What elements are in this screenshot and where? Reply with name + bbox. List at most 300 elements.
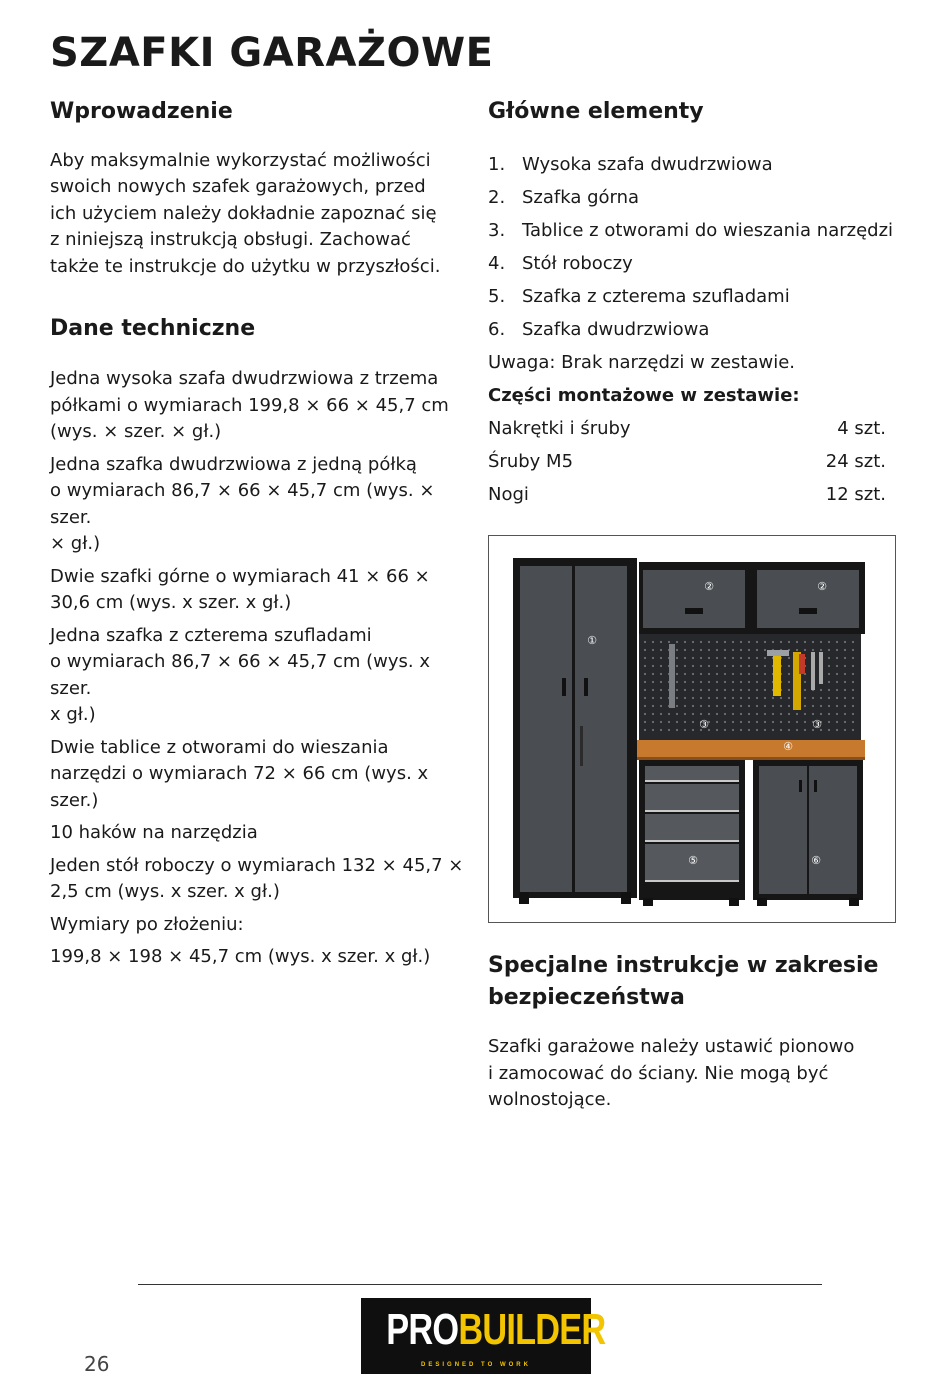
pegboard-hole (828, 641, 830, 643)
drawer (645, 784, 739, 810)
pegboard-hole (764, 705, 766, 707)
safety-line: i zamocować do ściany. Nie mogą być (488, 1062, 829, 1084)
tech-section (50, 313, 465, 970)
pegboard-hole (700, 665, 702, 667)
spec-line: × gł.) (50, 533, 101, 555)
pegboard-hole (764, 657, 766, 659)
pegboard-hole (804, 705, 806, 707)
pegboard-hole (684, 697, 686, 699)
callout-2: ② (817, 580, 827, 593)
pegboard-hole (788, 721, 790, 723)
pegboard-hole (644, 713, 646, 715)
pegboard-hole (708, 649, 710, 651)
upper-cabinet-left (643, 570, 745, 628)
pegboard-hole (716, 681, 718, 683)
pegboard-hole (836, 649, 838, 651)
pegboard-hole (700, 657, 702, 659)
list-label: Szafka górna (522, 186, 640, 208)
pegboard-hole (764, 641, 766, 643)
safety-line: Szafki garażowe należy ustawić pionowo (488, 1036, 855, 1057)
intro-line: także te instrukcje do użytku w przyszłości. (50, 255, 441, 277)
pegboard-hole (724, 641, 726, 643)
safety-line: wolnostojące. (488, 1089, 612, 1110)
pegboard-hole (740, 657, 742, 659)
page-number: 26 (84, 1352, 110, 1376)
pegboard-hole (852, 697, 854, 699)
pegboard-hole (668, 729, 670, 731)
pegboard-hole (788, 673, 790, 675)
intro-line: swoich nowych szafek garażowych, przed (50, 176, 426, 198)
intro-text (50, 148, 465, 281)
pegboard-hole (756, 649, 758, 651)
pegboard-hole (828, 681, 830, 683)
pegboard-hole (732, 657, 734, 659)
pegboard-hole (716, 713, 718, 715)
drawer-handle (645, 840, 739, 842)
pegboard-hole (844, 657, 846, 659)
pegboard-hole (804, 729, 806, 731)
elements-list (488, 148, 898, 346)
callout-3: ③ (812, 718, 822, 731)
pegboard-hole (724, 665, 726, 667)
pegboard-hole (788, 729, 790, 731)
drawer-handle (645, 880, 739, 882)
pegboard-hole (836, 705, 838, 707)
pegboard-hole (652, 705, 654, 707)
spec-line: x gł.) (50, 704, 96, 726)
pegboard-hole (852, 689, 854, 691)
pegboard-hole (788, 641, 790, 643)
pegboard-hole (788, 681, 790, 683)
pegboard-hole (708, 673, 710, 675)
pegboard-hole (852, 649, 854, 651)
cabinet-foot (849, 898, 859, 906)
list-label: Wysoka szafa dwudrzwiowa (522, 153, 773, 175)
pegboard-hole (732, 649, 734, 651)
pegboard-hole (652, 729, 654, 731)
pegboard-hole (804, 649, 806, 651)
spec-item (50, 944, 465, 971)
pegboard-hole (732, 689, 734, 691)
pegboard-hole (764, 673, 766, 675)
logo-wordmark (386, 1304, 606, 1356)
spec-line: Dwie szafki górne o wymiarach 41 × 66 × (50, 565, 430, 587)
logo-pro: PRO (386, 1305, 459, 1354)
pegboard-hole (692, 641, 694, 643)
pegboard-hole (764, 721, 766, 723)
pegboard-hole (748, 697, 750, 699)
spec-line: szer.) (50, 789, 99, 811)
pegboard-hole (844, 697, 846, 699)
pegboard-hole (748, 729, 750, 731)
pegboard-hole (676, 721, 678, 723)
list-number: 6. (488, 318, 506, 340)
intro-heading: Wprowadzenie (50, 99, 233, 124)
pegboard-hole (660, 673, 662, 675)
pegboard-hole (780, 721, 782, 723)
pegboard-hole (692, 697, 694, 699)
pegboard-hole (820, 641, 822, 643)
pegboard-hole (644, 729, 646, 731)
pegboard-hole (772, 641, 774, 643)
upper-handle (799, 608, 817, 614)
pegboard-hole (724, 649, 726, 651)
drawer-cabinet (639, 760, 745, 906)
pegboard-hole (660, 681, 662, 683)
logo-tagline: DESIGNED TO WORK (421, 1362, 531, 1368)
pegboard-hole (700, 641, 702, 643)
pegboard-hole (732, 641, 734, 643)
pegboard-hole (812, 705, 814, 707)
pegboard-hole (732, 665, 734, 667)
list-item (488, 148, 898, 181)
pegboard-hole (780, 641, 782, 643)
pegboard-hole (748, 681, 750, 683)
pegboard-hole (796, 721, 798, 723)
page-title: SZAFKI GARAŻOWE (50, 30, 494, 76)
pegboard-hole (828, 729, 830, 731)
pegboard-hole (684, 705, 686, 707)
pegboard-hole (716, 721, 718, 723)
pegboard-hole (852, 721, 854, 723)
pegboard-hole (668, 721, 670, 723)
pegboard-hole (836, 657, 838, 659)
part-name: Nogi (488, 483, 529, 505)
list-item (488, 313, 898, 346)
list-item (488, 181, 898, 214)
pegboard-hole (836, 673, 838, 675)
cabinet-illustration (489, 536, 895, 922)
pegboard-hole (700, 713, 702, 715)
pegboard-hole (652, 713, 654, 715)
pegboard-hole (852, 681, 854, 683)
pegboard-hole (708, 665, 710, 667)
callout-3: ③ (699, 718, 709, 731)
pegboard-hole (764, 681, 766, 683)
pegboard-hole (732, 681, 734, 683)
pegboard-hole (716, 657, 718, 659)
safety-text (488, 1034, 898, 1114)
pegboard-hole (644, 665, 646, 667)
pegboard-hole (660, 665, 662, 667)
spec-line: Jedna szafka dwudrzwiowa z jedną półką (50, 453, 417, 475)
intro-line: Aby maksymalnie wykorzystać możliwości (50, 149, 431, 171)
tool-level (773, 652, 781, 696)
pegboard-hole (844, 641, 846, 643)
pegboard-hole (692, 721, 694, 723)
door-handle (562, 678, 566, 696)
pegboard-hole (804, 713, 806, 715)
pegboard-hole (708, 689, 710, 691)
part-qty: 24 szt. (825, 450, 886, 472)
part-name: Śruby M5 (488, 450, 574, 472)
pegboard-hole (724, 721, 726, 723)
pegboard-hole (844, 689, 846, 691)
intro-line: ich użyciem należy dokładnie zapoznać się (50, 202, 437, 224)
pegboard-hole (644, 641, 646, 643)
pegboard-hole (788, 713, 790, 715)
pegboard-hole (836, 713, 838, 715)
pegboard-hole (700, 697, 702, 699)
pegboard-hole (764, 649, 766, 651)
pegboard-hole (684, 673, 686, 675)
pegboard-hole (684, 649, 686, 651)
pegboard-hole (724, 689, 726, 691)
spec-line: 30,6 cm (wys. x szer. x gł.) (50, 592, 292, 614)
pegboard-hole (764, 729, 766, 731)
pegboard-hole (804, 641, 806, 643)
pegboard-hole (652, 689, 654, 691)
pegboard-hole (644, 673, 646, 675)
pegboard-hole (836, 665, 838, 667)
pegboard-hole (756, 673, 758, 675)
pegboard-hole (756, 697, 758, 699)
pegboard-hole (820, 705, 822, 707)
spec-item (50, 820, 465, 847)
pegboard-hole (716, 665, 718, 667)
pegboard-hole (716, 729, 718, 731)
pegboard-hole (716, 641, 718, 643)
pegboard-hole (828, 665, 830, 667)
pegboard-hole (748, 665, 750, 667)
spec-line: 10 haków na narzędzia (50, 822, 258, 844)
pegboard-hole (804, 697, 806, 699)
intro-line: z niniejszą instrukcją obsługi. Zachować (50, 229, 411, 251)
callout-6: ⑥ (811, 854, 821, 867)
pegboard-hole (796, 713, 798, 715)
pegboard-hole (660, 689, 662, 691)
pegboard-hole (804, 721, 806, 723)
tall-cabinet-door-left (520, 566, 572, 892)
pegboard-hole (748, 713, 750, 715)
spec-line: Jeden stół roboczy o wymiarach 132 × 45,7 × (50, 854, 464, 876)
pegboard-hole (852, 713, 854, 715)
pegboard-hole (740, 681, 742, 683)
part-qty: 4 szt. (837, 417, 886, 439)
pegboard-hole (700, 649, 702, 651)
list-number: 1. (488, 153, 506, 175)
list-number: 2. (488, 186, 506, 208)
pegboard-hole (756, 705, 758, 707)
callout-4: ④ (783, 740, 793, 753)
pegboard-hole (788, 657, 790, 659)
pegboard-hole (836, 689, 838, 691)
pegboard-hole (836, 721, 838, 723)
pegboard-hole (724, 705, 726, 707)
pegboard-hole (716, 689, 718, 691)
tech-heading: Dane techniczne (50, 316, 256, 342)
pegboard-hole (692, 657, 694, 659)
pegboard-hole (692, 729, 694, 731)
pegboard-hole (684, 689, 686, 691)
pegboard-hole (684, 665, 686, 667)
pegboard-hole (692, 649, 694, 651)
list-label: Szafka z czterema szufladami (522, 285, 790, 307)
left-column (50, 96, 465, 977)
pegboard-hole (740, 729, 742, 731)
pegboard-hole (708, 641, 710, 643)
pegboard-hole (820, 697, 822, 699)
list-item (488, 214, 898, 247)
pegboard-hole (724, 713, 726, 715)
pegboard-hole (676, 689, 678, 691)
pegboard-hole (852, 705, 854, 707)
spec-line: narzędzi o wymiarach 72 × 66 cm (wys. x (50, 763, 429, 785)
pegboard-hole (772, 697, 774, 699)
probuilder-logo (361, 1298, 606, 1374)
cabinet-foot (643, 898, 653, 906)
pegboard-hole (812, 641, 814, 643)
pegboard-hole (756, 729, 758, 731)
pegboard-hole (652, 657, 654, 659)
pegboard-hole (844, 729, 846, 731)
drawer (645, 814, 739, 840)
pegboard-hole (708, 697, 710, 699)
pegboard-hole (788, 697, 790, 699)
upper-handle (685, 608, 703, 614)
pegboard-hole (740, 673, 742, 675)
upper-cabinet-right (757, 570, 859, 628)
pegboard-hole (764, 713, 766, 715)
pegboard-hole (852, 665, 854, 667)
tool-hammer (767, 650, 789, 656)
parts-row (488, 412, 886, 445)
pegboard-hole (740, 705, 742, 707)
list-number: 4. (488, 252, 506, 274)
pegboard-hole (828, 697, 830, 699)
pegboard-hole (724, 697, 726, 699)
pegboard-hole (740, 641, 742, 643)
pegboard-hole (708, 713, 710, 715)
pegboard-hole (788, 665, 790, 667)
pegboard-hole (828, 673, 830, 675)
pegboard-hole (828, 657, 830, 659)
pegboard-hole (660, 705, 662, 707)
pegboard-hole (700, 705, 702, 707)
footer-divider (138, 1284, 822, 1285)
spec-item (50, 564, 465, 617)
pegboard-hole (764, 689, 766, 691)
list-label: Szafka dwudrzwiowa (522, 318, 710, 340)
pegboard-hole (716, 649, 718, 651)
pegboard-hole (748, 689, 750, 691)
pegboard-hole (812, 713, 814, 715)
pegboard-hole (748, 705, 750, 707)
pegboard-hole (740, 713, 742, 715)
upper-cabinets (639, 562, 865, 634)
pegboard-hole (652, 665, 654, 667)
cabinet-foot (621, 892, 631, 904)
pegboard-hole (660, 697, 662, 699)
pegboard-hole (788, 705, 790, 707)
pegboard-hole (644, 649, 646, 651)
pegboard-hole (732, 713, 734, 715)
pegboard-hole (756, 681, 758, 683)
cabinet-foot (757, 898, 767, 906)
pegboard-hole (692, 673, 694, 675)
pegboard-hole (684, 657, 686, 659)
pegboard-hole (660, 641, 662, 643)
pegboard-hole (820, 689, 822, 691)
door-handle (799, 780, 802, 792)
pegboard-hole (828, 721, 830, 723)
pegboard-hole (684, 721, 686, 723)
pegboard-hole (652, 673, 654, 675)
pegboard-hole (740, 721, 742, 723)
pegboard-hole (828, 649, 830, 651)
pegboard-hole (748, 641, 750, 643)
pegboard-hole (676, 665, 678, 667)
part-name: Nakrętki i śruby (488, 417, 631, 439)
spec-line: Jedna szafka z czterema szufladami (50, 624, 372, 646)
spec-line: Jedna wysoka szafa dwudrzwiowa z trzema (50, 368, 439, 390)
door-lock-bar (580, 726, 583, 766)
pegboard-hole (748, 721, 750, 723)
pegboard-hole (692, 689, 694, 691)
tool-rack (669, 644, 675, 708)
pegboard-hole (732, 697, 734, 699)
pegboard-hole (844, 665, 846, 667)
spec-item (50, 366, 465, 446)
pegboard-hole (732, 673, 734, 675)
spec-item (50, 623, 465, 729)
elements-section (488, 96, 898, 511)
part-qty: 12 szt. (825, 483, 886, 505)
base-cabinet (753, 760, 863, 906)
spec-item (50, 735, 465, 815)
pegboard-hole (724, 673, 726, 675)
pegboard-hole (676, 681, 678, 683)
logo-builder: BUILDER (458, 1305, 606, 1354)
pegboard-hole (852, 657, 854, 659)
pegboard-hole (764, 697, 766, 699)
pegboard-hole (660, 729, 662, 731)
parts-row (488, 478, 886, 511)
cabinet-foot (729, 898, 739, 906)
pegboard-hole (708, 657, 710, 659)
pegboard-hole (724, 657, 726, 659)
pegboard-hole (668, 641, 670, 643)
pegboard-hole (676, 657, 678, 659)
pegboard-hole (748, 649, 750, 651)
pegboard-hole (676, 697, 678, 699)
pegboard-hole (796, 649, 798, 651)
right-column (488, 96, 898, 511)
spec-line: Dwie tablice z otworami do wieszania (50, 736, 389, 758)
pegboard-hole (660, 657, 662, 659)
spec-line: Wymiary po złożeniu: (50, 913, 244, 935)
pegboard-hole (660, 649, 662, 651)
tool-screwdriver (819, 652, 823, 684)
pegboard-hole (796, 729, 798, 731)
pegboard-hole (724, 729, 726, 731)
list-label: Tablice z otworami do wieszania narzędzi (522, 219, 894, 241)
pegboard-hole (756, 665, 758, 667)
pegboard-hole (780, 729, 782, 731)
safety-heading-line: bezpieczeństwa (488, 985, 685, 1010)
spec-line: półkami o wymiarach 199,8 × 66 × 45,7 cm (50, 394, 449, 416)
pegboard-hole (780, 705, 782, 707)
list-number: 5. (488, 285, 506, 307)
pegboard-hole (676, 705, 678, 707)
pegboard-hole (804, 681, 806, 683)
pegboard-hole (764, 665, 766, 667)
pegboard-hole (844, 681, 846, 683)
parts-heading: Części montażowe w zestawie: (488, 384, 800, 406)
list-number: 3. (488, 219, 506, 241)
pegboard-hole (812, 649, 814, 651)
pegboard-hole (820, 649, 822, 651)
